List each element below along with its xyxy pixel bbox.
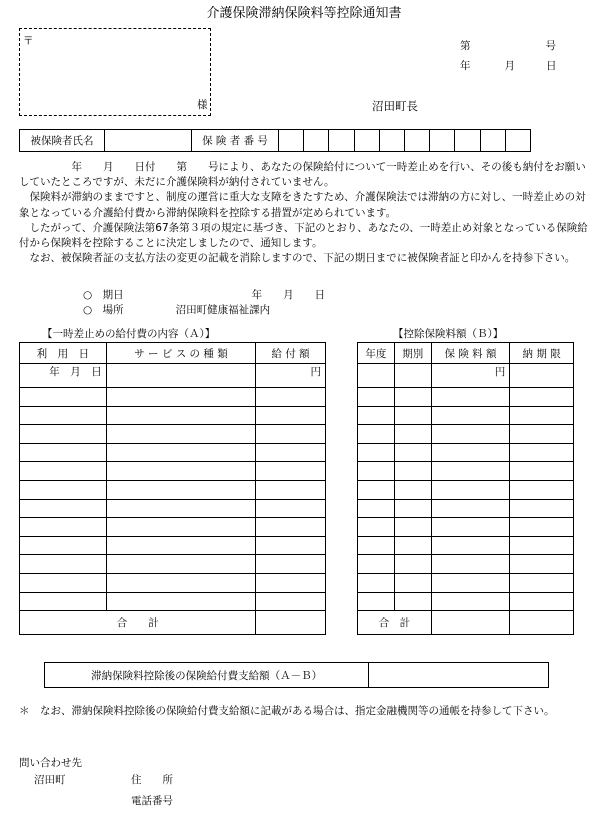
fiscal-year-cell[interactable] [358, 462, 395, 481]
period-cell[interactable] [394, 480, 431, 499]
table-row [358, 425, 574, 444]
due-date-cell[interactable] [510, 388, 574, 407]
date-month: 月 [504, 60, 515, 72]
body-paragraph: 保険料が滞納のままですと、制度の運営に重大な支障をきたすため、介護保険法では滞納の方に対し、一時差止めの対象となっている介護給付費から滞納保険料を控除する措置が定められています。 [19, 191, 586, 219]
number-digit[interactable] [430, 130, 455, 152]
fiscal-year-cell[interactable] [358, 536, 395, 555]
table-row [358, 480, 574, 499]
number-digit[interactable] [505, 130, 530, 152]
premium-amount-cell[interactable] [431, 388, 510, 407]
usage-date-cell[interactable] [20, 518, 107, 537]
number-digit[interactable] [279, 130, 304, 152]
service-type-cell[interactable] [106, 536, 255, 555]
header-due-date: 納 期 限 [510, 343, 574, 364]
period-cell[interactable] [394, 425, 431, 444]
table-row [358, 536, 574, 555]
contact-heading: 問い合わせ先 [19, 757, 82, 769]
benefit-amount-cell[interactable] [256, 462, 326, 481]
table-row [20, 480, 326, 499]
due-date-cell[interactable] [510, 443, 574, 462]
issuer: 沼田町長 [372, 99, 418, 113]
period-cell[interactable] [394, 364, 431, 388]
benefit-amount-cell[interactable] [256, 388, 326, 407]
fiscal-year-cell[interactable] [358, 388, 395, 407]
total-row [358, 611, 574, 635]
deadline-value: 年 月 日 [251, 289, 326, 301]
number-digit[interactable] [480, 130, 505, 152]
document-number [460, 38, 556, 53]
date-year: 年 [460, 60, 471, 72]
net-benefit-table [44, 662, 549, 688]
header-fiscal-year: 年度 [358, 343, 395, 364]
table-row [20, 592, 326, 611]
usage-date-cell[interactable] [20, 499, 107, 518]
table-row [20, 573, 326, 592]
net-benefit-amount[interactable] [369, 663, 549, 688]
table-row [20, 499, 326, 518]
contact-phone-label: 電話番号 [131, 795, 173, 807]
service-type-cell[interactable] [106, 406, 255, 425]
table-row [20, 518, 326, 537]
total-due-cell[interactable] [510, 611, 574, 635]
body-paragraph: なお、被保険者証の支払方法の変更の記載を消除しますので、下記の期日までに被保険者証と印かんを持参下さい。 [19, 252, 576, 265]
premium-amount-cell[interactable] [431, 480, 510, 499]
premium-amount-cell[interactable] [431, 518, 510, 537]
address-box [19, 28, 211, 116]
bankbook-note: ＊ なお、滞納保険料控除後の保険給付費支給額に記載がある場合は、指定金融機関等の通帳を持参して下さい。 [19, 705, 555, 717]
usage-date-cell[interactable] [20, 555, 107, 574]
due-date-cell[interactable] [510, 555, 574, 574]
insured-table [19, 129, 531, 152]
period-cell[interactable] [394, 406, 431, 425]
usage-date-cell[interactable] [20, 406, 107, 425]
usage-date-cell[interactable] [20, 536, 107, 555]
usage-date-cell[interactable] [20, 388, 107, 407]
premium-amount-cell[interactable] [431, 555, 510, 574]
contact-address-label: 住 所 [131, 774, 173, 786]
number-digit[interactable] [329, 130, 354, 152]
benefit-amount-cell[interactable] [256, 480, 326, 499]
deadline-label: ○ 期日 [83, 289, 124, 301]
service-type-cell[interactable] [106, 462, 255, 481]
benefit-amount-cell[interactable] [256, 555, 326, 574]
period-cell[interactable] [394, 388, 431, 407]
service-type-cell[interactable] [106, 364, 255, 388]
insured-name-field[interactable] [105, 130, 192, 152]
deadline-item [83, 287, 325, 302]
table-b-title: 【控除保険料額（Ｂ）】 [393, 328, 504, 340]
benefit-amount-cell[interactable] [256, 518, 326, 537]
table-row [20, 443, 326, 462]
table-row [358, 555, 574, 574]
table-row [20, 555, 326, 574]
service-type-cell[interactable] [106, 388, 255, 407]
number-suffix: 号 [545, 40, 556, 52]
service-type-cell[interactable] [106, 425, 255, 444]
premium-amount-cell[interactable] [431, 573, 510, 592]
service-type-cell[interactable] [106, 480, 255, 499]
fiscal-year-cell[interactable] [358, 592, 395, 611]
fiscal-year-cell[interactable] [358, 573, 395, 592]
service-type-cell[interactable] [106, 573, 255, 592]
table-row [358, 462, 574, 481]
usage-date-cell[interactable] [20, 592, 107, 611]
benefit-amount-cell[interactable] [256, 443, 326, 462]
fiscal-year-cell[interactable] [358, 443, 395, 462]
premium-amount-cell[interactable] [431, 425, 510, 444]
table-row [358, 518, 574, 537]
benefit-amount-cell[interactable] [256, 425, 326, 444]
service-type-cell[interactable] [106, 518, 255, 537]
period-cell[interactable] [394, 443, 431, 462]
postal-mark: 〒 [23, 35, 34, 47]
number-digit[interactable] [304, 130, 329, 152]
service-type-cell[interactable] [106, 499, 255, 518]
header-benefit-amount: 給 付 額 [256, 343, 326, 364]
period-cell[interactable] [394, 499, 431, 518]
period-cell[interactable] [394, 555, 431, 574]
usage-date-cell[interactable]: 年 月 日 [20, 364, 107, 388]
table-row [20, 425, 326, 444]
benefit-amount-cell[interactable] [256, 406, 326, 425]
premium-amount-cell[interactable]: 円 [431, 364, 510, 388]
period-cell[interactable] [394, 573, 431, 592]
table-row [20, 462, 326, 481]
number-digit[interactable] [354, 130, 379, 152]
table-row [358, 406, 574, 425]
fiscal-year-cell[interactable] [358, 425, 395, 444]
fiscal-year-cell[interactable] [358, 499, 395, 518]
number-prefix: 第 [460, 40, 471, 52]
due-date-cell[interactable] [510, 425, 574, 444]
fiscal-year-cell[interactable] [358, 364, 395, 388]
document-title: 介護保険滞納保険料等控除通知書 [206, 6, 402, 21]
net-benefit-label: 滞納保険料控除後の保険給付費支給額（Ａ－Ｂ） [45, 663, 369, 688]
due-date-cell[interactable] [510, 536, 574, 555]
table-row [358, 388, 574, 407]
body-paragraph: 年 月 日付 第 号により、あなたの保険給付について一時差止めを行い、その後も納付をお願いしていたところですが、未だに介護保険料が納付されていません。 [19, 161, 586, 189]
number-digit[interactable] [455, 130, 480, 152]
period-cell[interactable] [394, 462, 431, 481]
total-label: 合 計 [20, 611, 256, 635]
due-date-cell[interactable] [510, 499, 574, 518]
usage-date-cell[interactable] [20, 480, 107, 499]
period-cell[interactable] [394, 536, 431, 555]
issue-date [460, 58, 557, 73]
fiscal-year-cell[interactable] [358, 406, 395, 425]
place-item [83, 302, 270, 317]
total-label: 合 計 [358, 611, 432, 635]
due-date-cell[interactable] [510, 462, 574, 481]
premium-table [357, 342, 574, 635]
total-premium-cell[interactable] [431, 611, 510, 635]
table-row [358, 573, 574, 592]
insurer-number-label: 保 険 者 番 号 [191, 130, 278, 152]
premium-amount-cell[interactable] [431, 406, 510, 425]
header-service-type: サ ー ビ ス の 種 類 [106, 343, 255, 364]
date-day: 日 [546, 60, 557, 72]
benefit-amount-cell[interactable]: 円 [256, 364, 326, 388]
header-premium-amount: 保 険 料 額 [431, 343, 510, 364]
number-digit[interactable] [404, 130, 429, 152]
fiscal-year-cell[interactable] [358, 480, 395, 499]
benefit-amount-cell[interactable] [256, 592, 326, 611]
table-row [20, 388, 326, 407]
due-date-cell[interactable] [510, 573, 574, 592]
contact-town: 沼田町 [34, 774, 66, 786]
premium-amount-cell[interactable] [431, 443, 510, 462]
usage-date-cell[interactable] [20, 425, 107, 444]
usage-date-cell[interactable] [20, 462, 107, 481]
header-period: 期別 [394, 343, 431, 364]
total-row [20, 611, 326, 635]
number-digit[interactable] [379, 130, 404, 152]
table-row [358, 592, 574, 611]
fiscal-year-cell[interactable] [358, 518, 395, 537]
table-a-title: 【一時差止めの給付費の内容（Ａ）】 [42, 328, 216, 340]
benefit-amount-cell[interactable] [256, 536, 326, 555]
service-type-cell[interactable] [106, 555, 255, 574]
table-row [20, 406, 326, 425]
honorific: 様 [197, 99, 208, 111]
service-type-cell[interactable] [106, 592, 255, 611]
premium-amount-cell[interactable] [431, 499, 510, 518]
usage-date-cell[interactable] [20, 573, 107, 592]
usage-date-cell[interactable] [20, 443, 107, 462]
place-value: 沼田町健康福祉課内 [175, 304, 271, 316]
due-date-cell[interactable] [510, 406, 574, 425]
fiscal-year-cell[interactable] [358, 555, 395, 574]
notice-body [19, 160, 589, 266]
period-cell[interactable] [394, 518, 431, 537]
benefit-amount-cell[interactable] [256, 499, 326, 518]
due-date-cell[interactable] [510, 480, 574, 499]
place-label: ○ 場所 [83, 304, 124, 316]
benefit-table [19, 342, 326, 635]
premium-amount-cell[interactable] [431, 462, 510, 481]
due-date-cell[interactable] [510, 518, 574, 537]
service-type-cell[interactable] [106, 443, 255, 462]
table-row [358, 499, 574, 518]
benefit-amount-cell[interactable] [256, 573, 326, 592]
body-paragraph: したがって、介護保険法第67条第３項の規定に基づき、下記のとおり、あなたの、一時差止め対象となっている保険給付から保険料を控除することに決定しましたので、通知します。 [19, 221, 588, 250]
due-date-cell[interactable] [510, 592, 574, 611]
period-cell[interactable] [394, 592, 431, 611]
due-date-cell[interactable] [510, 364, 574, 388]
total-benefit-cell[interactable] [256, 611, 326, 635]
premium-amount-cell[interactable] [431, 536, 510, 555]
header-usage-date: 利 用 日 [20, 343, 107, 364]
premium-amount-cell[interactable] [431, 592, 510, 611]
insured-name-label: 被保険者氏名 [20, 130, 105, 152]
table-row [20, 536, 326, 555]
table-row [358, 443, 574, 462]
